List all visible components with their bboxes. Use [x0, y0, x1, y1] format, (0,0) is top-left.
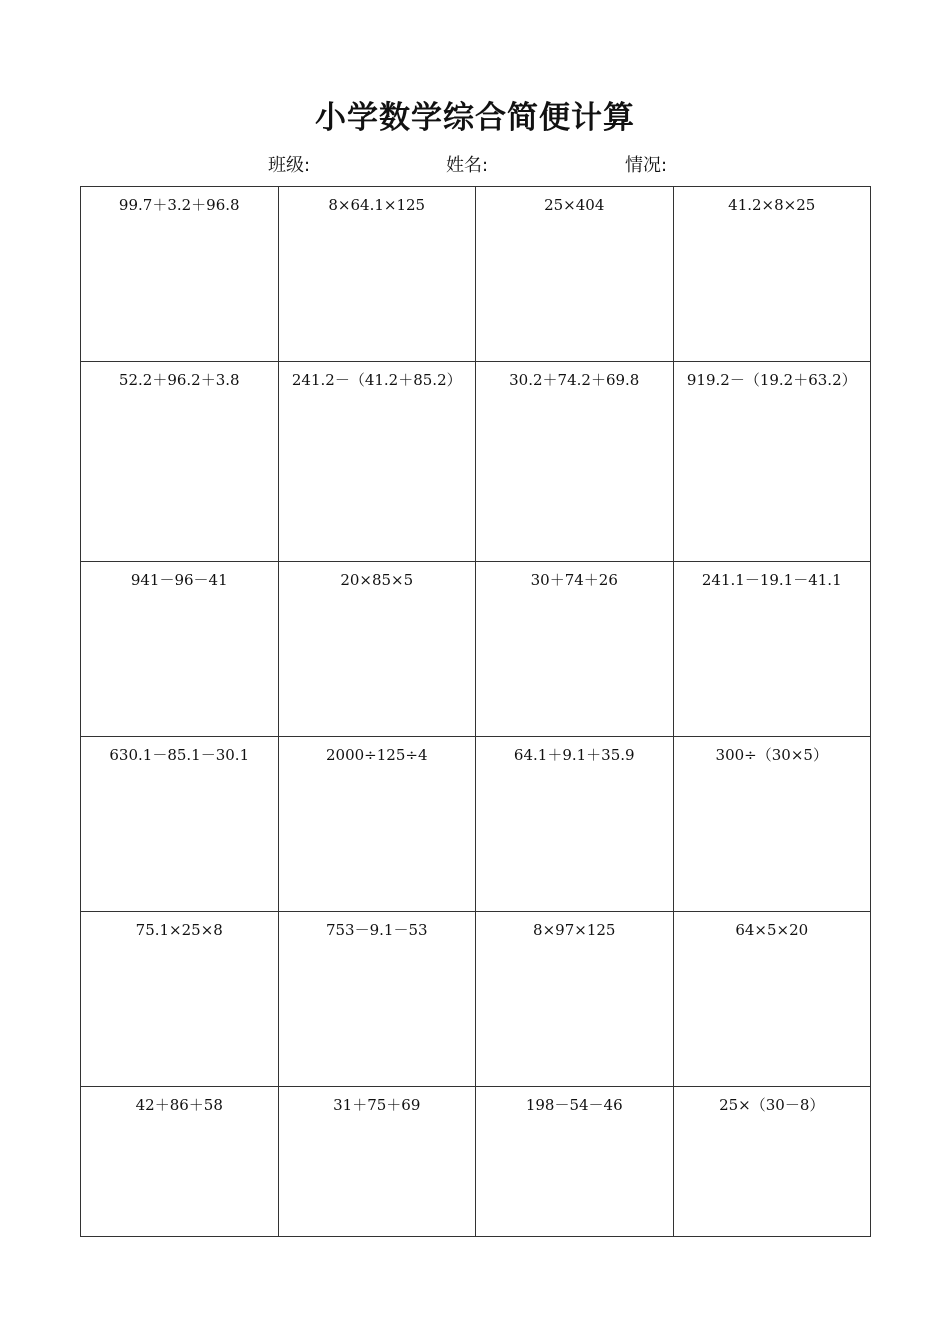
problem-cell: 30＋74＋26 [476, 562, 674, 737]
grid-row [81, 737, 871, 912]
problem-cell: 31＋75＋69 [278, 1087, 476, 1237]
problem-cell: 8×97×125 [476, 912, 674, 1087]
problem-cell: 64×5×20 [673, 912, 871, 1087]
problem-grid [80, 186, 871, 1237]
grid-row [81, 912, 871, 1087]
problem-cell: 99.7＋3.2＋96.8 [81, 187, 279, 362]
problem-cell: 75.1×25×8 [81, 912, 279, 1087]
name-label: 姓名: [446, 155, 489, 176]
problem-cell: 753－9.1－53 [278, 912, 476, 1087]
problem-cell: 25×（30－8） [673, 1087, 871, 1237]
problem-cell: 630.1－85.1－30.1 [81, 737, 279, 912]
problem-cell: 198－54－46 [476, 1087, 674, 1237]
grid-row [81, 187, 871, 362]
problem-cell: 941－96－41 [81, 562, 279, 737]
problem-cell: 2000÷125÷4 [278, 737, 476, 912]
problem-cell: 25×404 [476, 187, 674, 362]
problem-cell: 52.2＋96.2＋3.8 [81, 362, 279, 562]
class-label: 班级: [268, 155, 311, 176]
problem-cell: 241.2－（41.2＋85.2） [278, 362, 476, 562]
problem-cell: 8×64.1×125 [278, 187, 476, 362]
problem-cell: 41.2×8×25 [673, 187, 871, 362]
grid-row [81, 562, 871, 737]
problem-cell: 919.2－（19.2＋63.2） [673, 362, 871, 562]
problem-cell: 42＋86＋58 [81, 1087, 279, 1237]
problem-cell: 300÷（30×5） [673, 737, 871, 912]
problem-cell: 64.1＋9.1＋35.9 [476, 737, 674, 912]
problem-cell: 20×85×5 [278, 562, 476, 737]
problem-cell: 30.2＋74.2＋69.8 [476, 362, 674, 562]
grid-row [81, 1087, 871, 1237]
status-label: 情况: [625, 155, 668, 176]
problem-cell: 241.1－19.1－41.1 [673, 562, 871, 737]
grid-row [81, 362, 871, 562]
worksheet-title: 小学数学综合简便计算 [315, 100, 635, 136]
